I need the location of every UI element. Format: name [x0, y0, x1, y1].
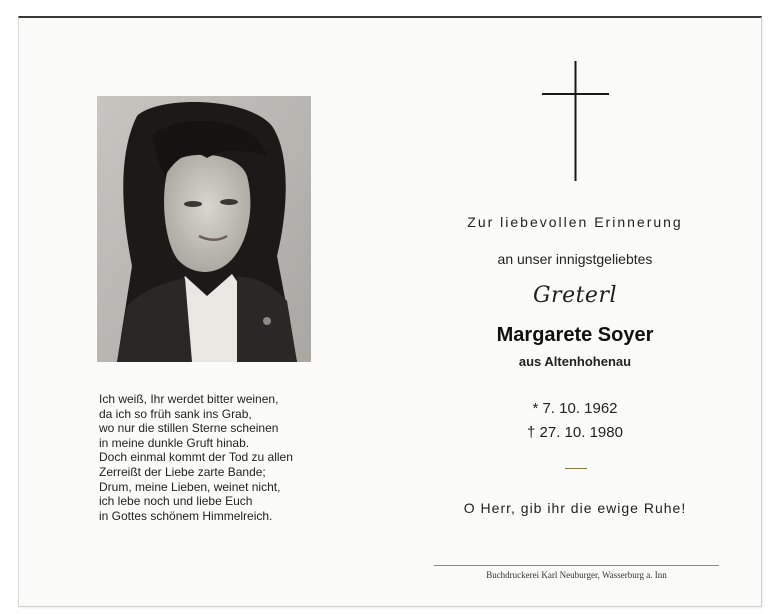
poem-line: Ich weiß, Ihr werdet bitter weinen, [99, 392, 279, 406]
printer-credit: Buchdruckerei Karl Neuburger, Wasserburg a. Inn [486, 570, 667, 580]
memorial-card [18, 16, 762, 607]
origin: aus Altenhohenau [518, 354, 632, 369]
poem-line: wo nur die stillen Sterne scheinen [99, 421, 279, 436]
remembrance-heading: Zur liebevollen Erinnerung [467, 214, 683, 230]
birth-date: * 7. 10. 1962 [532, 400, 618, 417]
poem-line: da ich so früh sank ins Grab, [99, 406, 252, 421]
poem-line: ich lebe noch und liebe Euch [99, 494, 253, 509]
portrait-photo [97, 96, 311, 362]
poem-line: Doch einmal kommt der Tod zu allen [99, 450, 293, 465]
prayer: O Herr, gib ihr die ewige Ruhe! [463, 500, 687, 516]
poem-line: Drum, meine Lieben, weinet nicht, [99, 479, 281, 494]
footer-rule [434, 565, 719, 566]
poem-line: in Gottes schönem Himmelreich. [99, 508, 273, 523]
poem-line: Zerreißt der Liebe zarte Bande; [99, 464, 266, 479]
poem-line: in meine dunkle Gruft hinab. [99, 435, 250, 450]
full-name: Margarete Soyer [496, 324, 654, 346]
cross-icon [542, 61, 609, 181]
dedication-text: an unser innigstgeliebtes [497, 251, 653, 267]
divider [565, 468, 587, 469]
death-date: † 27. 10. 1980 [527, 424, 623, 441]
poem [99, 392, 359, 523]
nickname: Greterl [532, 283, 618, 308]
